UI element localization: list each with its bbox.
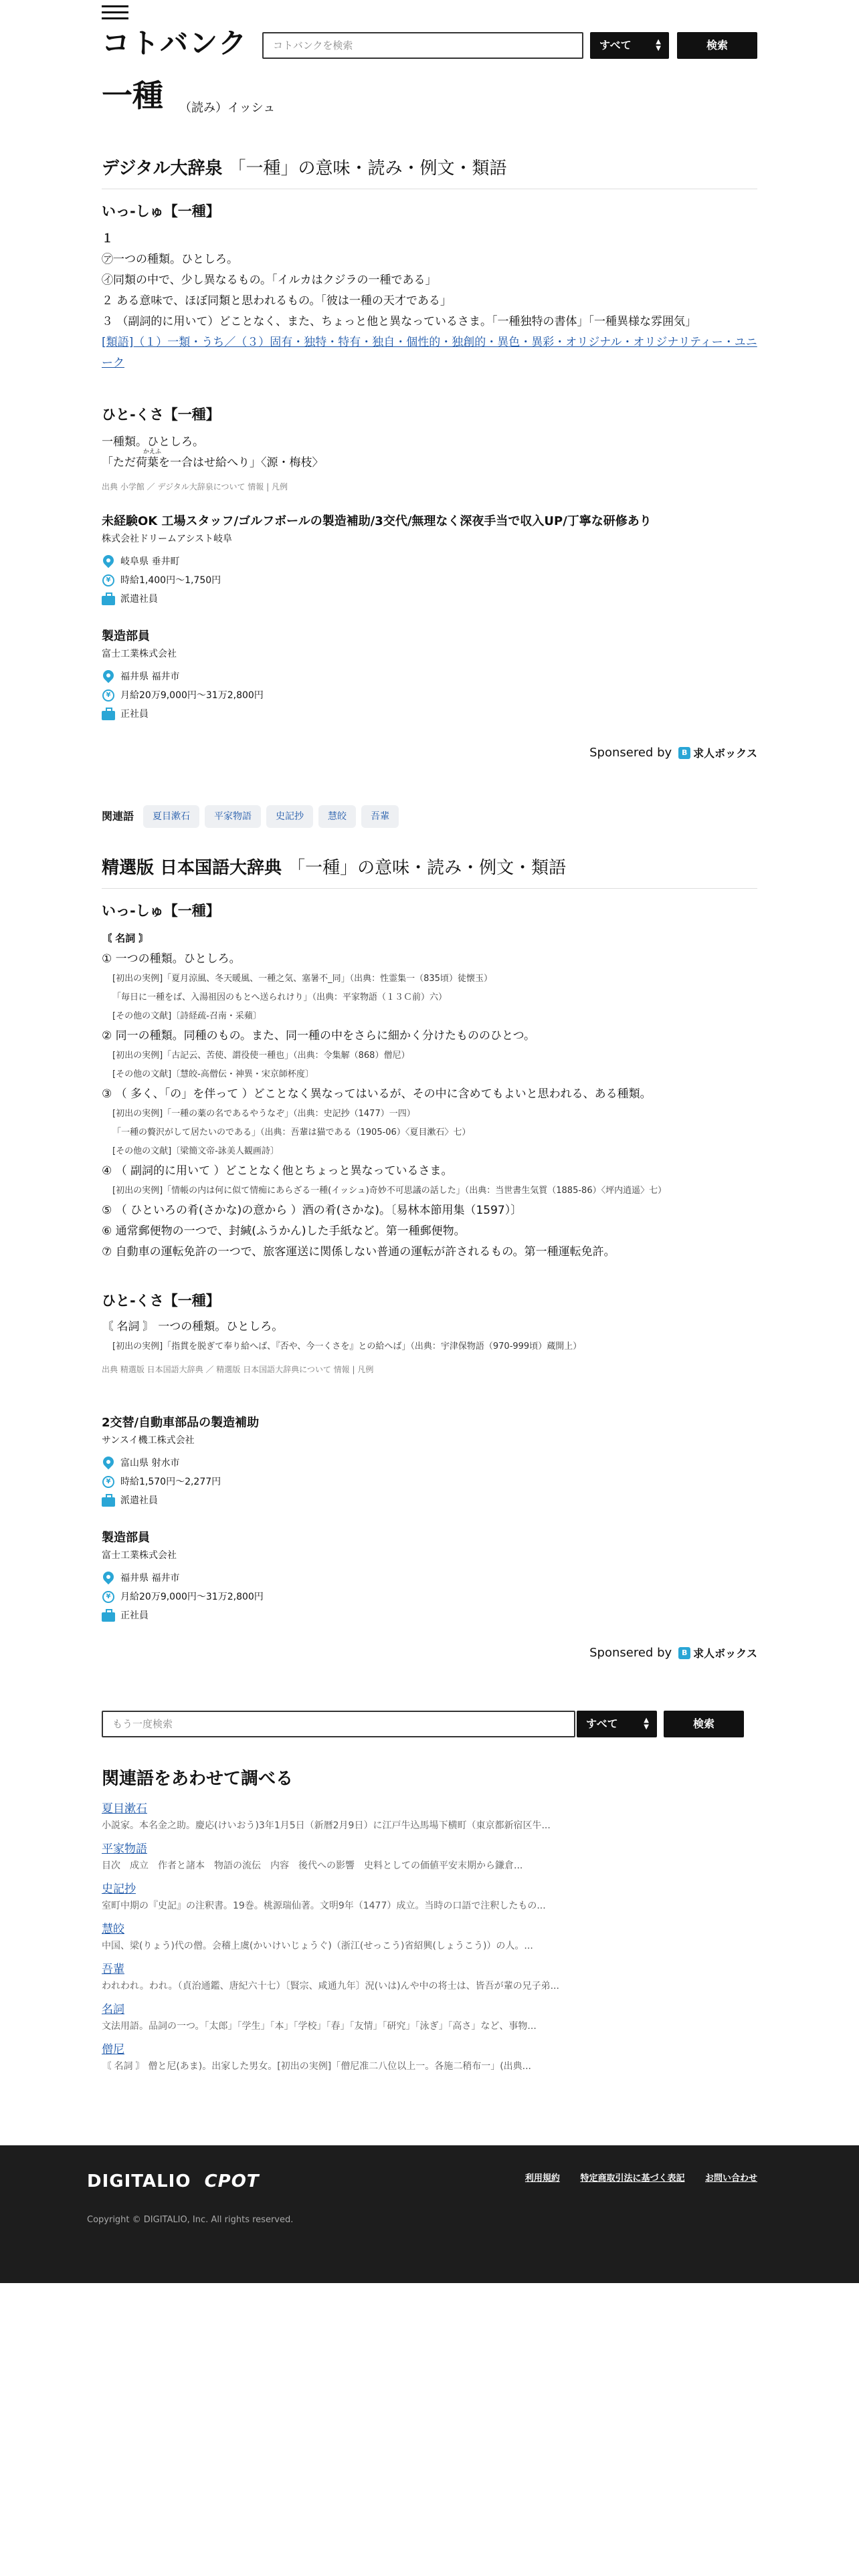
related-tag[interactable]: 平家物語: [205, 805, 261, 828]
related-item-desc: 文法用語。品詞の一つ。「太郎」「学生」「本」「学校」「春」「友情」「研究」「泳ぎ」「高さ」など、事物...: [102, 2020, 537, 2032]
location-icon: [102, 554, 115, 569]
briefcase-icon: [102, 1493, 115, 1508]
job-card[interactable]: [102, 1529, 757, 1625]
job-type: 正社員: [120, 1610, 149, 1621]
related-item-title[interactable]: 夏目漱石: [102, 1802, 147, 1816]
entry-reading: （読み）イッシュ: [179, 101, 276, 115]
job-place: 富山県 射水市: [120, 1458, 180, 1469]
related-item-title[interactable]: 史記抄: [102, 1882, 136, 1896]
job-company: サンスイ機工株式会社: [102, 1435, 195, 1446]
search-input[interactable]: コトバンクを検索: [262, 32, 583, 59]
related-item-title[interactable]: 吾輩: [102, 1962, 124, 1976]
location-icon: [102, 1456, 115, 1471]
job-title[interactable]: 製造部員: [102, 629, 150, 643]
job-pay: 時給1,570円〜2,277円: [120, 1477, 221, 1487]
example-line: 「毎日に一種をば、入湯祖因のもとへ送られけり」（出典：平家物語（１３Ｃ前）六）: [112, 992, 447, 1003]
pos-label: 〘 名詞 〙: [102, 932, 149, 945]
kyujinbox-logo-icon: B: [678, 1647, 690, 1659]
related-tag[interactable]: 夏目漱石: [143, 805, 199, 828]
related-item[interactable]: [102, 1800, 757, 1834]
def-line: 一種類。ひとしろ。: [102, 435, 204, 449]
job-company: 株式会社ドリームアシスト岐阜: [102, 534, 233, 544]
footer-links: [508, 2172, 757, 2186]
footer-link[interactable]: 利用規約: [524, 2173, 560, 2183]
example-line: [初出の実例]「指貫を脱ぎて奉り給へば、『否や、今一くさを』との給へば」（出典：宇津保物語（970‐999頃）蔵開上）: [112, 1341, 582, 1352]
related-item-title[interactable]: 僧尼: [102, 2042, 124, 2056]
ruby-text: かえふ: [143, 449, 162, 456]
section-heading: 精選版 日本国語大辞典 「一種」の意味・読み・例文・類語: [102, 857, 757, 889]
job-title[interactable]: 2交替/自動車部品の製造補助: [102, 1416, 260, 1430]
headword: いっ‐しゅ【一種】: [102, 203, 220, 219]
job-pay: 月給20万9,000円〜31万2,800円: [120, 1592, 264, 1602]
related-tag[interactable]: 吾輩: [361, 805, 399, 828]
job-title[interactable]: 製造部員: [102, 1531, 150, 1545]
synonyms-line[interactable]: [類語]（１）一類・うち／（３）固有・独特・特有・独自・個性的・独創的・異色・異彩・オリジナル・オリジナリティー・ユニーク: [102, 336, 757, 370]
related-item-desc: われわれ。われ。（貞治通鑑、唐紀六十七）〔賢宗、咸通九年〕況(いは)んや中の将士は、皆吾が輩の兄子弟...: [102, 1980, 559, 1992]
related-item[interactable]: [102, 1840, 757, 1874]
section-heading: デジタル大辞泉 「一種」の意味・読み・例文・類語: [102, 158, 757, 189]
sense-line: ⑦ 自動車の運転免許の一つで、旅客運送に関係しない普通の運転が許されるもの。第一種運転免許。: [102, 1245, 615, 1259]
related-item[interactable]: [102, 1881, 757, 1914]
source-line: 出典 精選版 日本国語大辞典 ／ 精選版 日本国語大辞典について 情報 | 凡例: [102, 1365, 374, 1375]
footer-link[interactable]: お問い合わせ: [704, 2173, 757, 2183]
job-type: 正社員: [120, 709, 149, 720]
headword: いっ‐しゅ【一種】: [102, 902, 220, 919]
related-item[interactable]: [102, 2041, 757, 2074]
yen-icon: ¥: [102, 688, 115, 703]
chevron-updown-icon: ▲ ▼: [656, 38, 661, 52]
job-card[interactable]: [102, 1414, 757, 1510]
job-place: 岐阜県 垂井町: [120, 556, 180, 567]
scope-select[interactable]: [590, 32, 669, 59]
example-line: [その他の文献]〔慧皎-高僧伝・神異・宋京師杯度〕: [112, 1069, 314, 1080]
related-tags: [102, 805, 757, 828]
definition-block: [102, 928, 757, 1263]
scope-label: すべて: [586, 1717, 618, 1731]
briefcase-icon: [102, 707, 115, 722]
briefcase-icon: [102, 592, 115, 607]
sponsor-credit[interactable]: Sponsered by B 求人ボックス: [589, 746, 757, 760]
sense-line: ② 同一の種類。同種のもの。また、同一種の中をさらに細かく分けたもののひとつ。: [102, 1029, 535, 1043]
example-line: [初出の実例]「一種の薬の名であるやうなぞ」（出典：史記抄（1477）一四）: [112, 1109, 415, 1119]
footer: [0, 2145, 859, 2283]
job-company: 富士工業株式会社: [102, 649, 177, 659]
example-line: [初出の実例]「情帳の内は何に似て情痴にあらざる一種(イッシュ)奇妙不可思議の話した」（出典：当世書生気質（1885‐86）〈坪内逍遥〉七）: [112, 1186, 667, 1196]
def-line: ㋐一つの種類。ひとしろ。: [102, 253, 238, 267]
job-type: 派遣社員: [120, 594, 158, 605]
example-line: 「一種の贅沢がして居たいのである」（出典：吾輩は猫である（1905‐06）〈夏目漱石〉七）: [112, 1128, 471, 1138]
related-label: 関連語: [102, 810, 134, 823]
source-line: 出典 小学館 ／ デジタル大辞泉について 情報 | 凡例: [102, 482, 288, 492]
search-again-input[interactable]: もう一度検索: [102, 1711, 575, 1737]
definition-block: [102, 229, 757, 374]
job-place: 福井県 福井市: [120, 1573, 180, 1584]
def-line: 〘 名詞 〙 一つの種類。ひとしろ。: [102, 1320, 284, 1334]
example-line: [その他の文献]〔詩経疏-召南・采蘋〕: [112, 1011, 262, 1022]
example-line: [初出の実例]「夏月涼風、冬天暖風、一種之気、塞暑不_同」（出典：性霊集一（835頃）徒懐玉）: [112, 974, 492, 984]
related-item-title[interactable]: 平家物語: [102, 1842, 147, 1856]
related-list: [102, 1768, 757, 2081]
related-item-title[interactable]: 慧皎: [102, 1922, 124, 1936]
search-button[interactable]: 検索: [677, 32, 757, 59]
job-ads: [102, 512, 757, 760]
job-card[interactable]: [102, 627, 757, 724]
job-ads: [102, 1414, 757, 1660]
related-item-desc: 〘 名詞 〙 僧と尼(あま)。出家した男女。[初出の実例]「僧尼准二八位以上一。各施二稍布一」(出典...: [102, 2060, 532, 2072]
def-line: 「ただ荷葉を一合はせ給へり」〈源・梅枝〉: [102, 456, 324, 470]
related-item[interactable]: [102, 1961, 757, 1994]
sense-line: ① 一つの種類。ひとしろ。: [102, 952, 241, 966]
footer-link[interactable]: 特定商取引法に基づく表記: [580, 2173, 685, 2183]
sense-line: ⑤ （ ひといろの肴(さかな)の意から ）酒の肴(さかな)。〔易林本節用集（1597）〕: [102, 1204, 522, 1218]
def-line: １: [102, 232, 113, 246]
scope-select[interactable]: [577, 1711, 657, 1737]
def-line: ２ ある意味で、ほぼ同類と思われるもの。「彼は一種の天才である」: [102, 294, 452, 308]
related-item-desc: 中国、梁(りょう)代の僧。会稽上虞(かいけいじょうぐ)（浙江(せっこう)省紹興(しょうこう)）の人。...: [102, 1940, 533, 1951]
job-pay: 月給20万9,000円〜31万2,800円: [120, 690, 264, 701]
related-item[interactable]: [102, 1921, 757, 1954]
job-company: 富士工業株式会社: [102, 1550, 177, 1561]
copyright: Copyright © DIGITALIO, Inc. All rights reserved.: [87, 2215, 294, 2225]
def-line: ㋑同類の中で、少し異なるもの。「イルカはクジラの一種である」: [102, 274, 437, 288]
kyujinbox-logo-icon: B: [678, 747, 690, 759]
related-item-desc: 小説家。本名金之助。慶応(けいおう)3年1月5日（新暦2月9日）に江戸牛込馬場下横町（東京都新宿区牛...: [102, 1820, 551, 1831]
job-pay: 時給1,400円〜1,750円: [120, 575, 221, 586]
page-title: 一種: [102, 78, 163, 114]
chevron-updown-icon: ▲ ▼: [644, 1717, 649, 1731]
sense-line: ③ （ 多く、「の」を伴って ）どことなく異なってはいるが、その中に含めてもよいと思われる、ある種類。: [102, 1087, 652, 1101]
site-logo[interactable]: コトバンク: [102, 27, 248, 60]
example-line: [初出の実例]「古記云、苦使、謂役使一種也」（出典：令集解（868）僧尼）: [112, 1051, 410, 1061]
daijisen-section: [102, 158, 757, 494]
sponsor-credit[interactable]: Sponsered by B 求人ボックス: [589, 1646, 757, 1660]
job-card[interactable]: [102, 512, 757, 609]
job-type: 派遣社員: [120, 1495, 158, 1506]
location-icon: [102, 1571, 115, 1586]
yen-icon: ¥: [102, 573, 115, 588]
sense-line: ④ （ 副詞的に用いて ）どことなく他とちょっと異なっているさま。: [102, 1164, 453, 1178]
related-item[interactable]: [102, 2001, 757, 2034]
related-item-desc: 目次 成立 作者と諸本 物語の流伝 内容 後代への影響 史料としての価値平安末期から鎌倉...: [102, 1860, 523, 1871]
related-heading: 関連語をあわせて調べる: [102, 1769, 294, 1789]
job-title[interactable]: 未経験OK 工場スタッフ/ゴルフボールの製造補助/3交代/無理なく深夜手当で収入UP/丁寧な研修あり: [102, 514, 652, 528]
nikkoku-section: [102, 857, 757, 1376]
menu-icon[interactable]: [102, 5, 128, 21]
location-icon: [102, 669, 115, 684]
sense-line: ⑥ 通常郵便物の一つで、封緘(ふうかん)した手紙など。第一種郵便物。: [102, 1224, 466, 1239]
yen-icon: ¥: [102, 1475, 115, 1489]
example-line: [その他の文献]〔梁簡文帝-詠美人観画詩〕: [112, 1146, 279, 1157]
job-place: 福井県 福井市: [120, 671, 180, 682]
related-item-desc: 室町中期の『史記』の注釈書。19巻。桃源瑞仙著。文明9年（1477）成立。当時の口語で注釈したもの...: [102, 1900, 546, 1911]
footer-brand[interactable]: DIGITALIO CPOT: [87, 2171, 260, 2191]
scope-label: すべて: [599, 39, 632, 52]
headword: ひと‐くさ【一種】: [102, 407, 220, 423]
related-item-title[interactable]: 名詞: [102, 2002, 124, 2016]
headword: ひと‐くさ【一種】: [102, 1293, 220, 1309]
briefcase-icon: [102, 1608, 115, 1623]
related-tag[interactable]: 史記抄: [266, 805, 313, 828]
search-again-button[interactable]: 検索: [664, 1711, 744, 1737]
def-line: ３ （副詞的に用いて）どことなく、また、ちょっと他と異なっているさま。「一種独特の書体」「一種異様な雰囲気」: [102, 315, 697, 329]
related-tag[interactable]: 慧皎: [318, 805, 356, 828]
yen-icon: ¥: [102, 1590, 115, 1604]
